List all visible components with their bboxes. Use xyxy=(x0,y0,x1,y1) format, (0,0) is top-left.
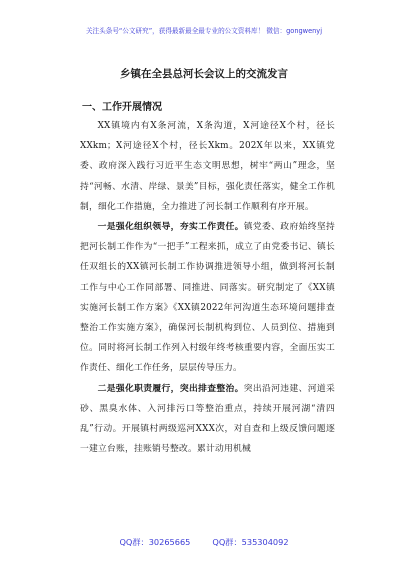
paragraph-text: 突出沿河违建、河道采砂、黑臭水体、入河排污口等整治重点，持续开展河湖“清四乱”行动。开展镇村两级巡河XXX次，对自查和上级反馈问题逐一建立台账，挂账销号整改。累计动用机械 xyxy=(80,383,335,455)
promo-link[interactable]: 关注头条号“公文研究”，获得最新最全最专业的公文资料库！ 微信：gongwenyj xyxy=(85,27,323,35)
section-heading: 一、工作开展情况 xyxy=(82,102,162,113)
paragraph-lead: 二是强化职责履行，突出排查整治。 xyxy=(97,383,244,394)
qq-group-2: QQ群：535304092 xyxy=(212,537,289,547)
document-title: 乡镇在全县总河长会议上的交流发言 xyxy=(120,68,288,80)
footer xyxy=(0,537,408,548)
paragraph: XX镇境内有X条河流，X条沟道，X河途径X个村，径长XXkm；X河途径X个村，径长Xkm。202X年以来，XX镇党委、政府深入践行习近平生态文明思想，树牢“两山”理念，坚持“河畅、水清、岸绿、景美”目标，强化责任落实，健全工作机制，细化工作措施，全力推进了河长制工作顺利有序开展。 xyxy=(80,121,335,212)
paragraph-lead: 一是强化组织领导，夯实工作责任。 xyxy=(97,222,244,233)
paragraph xyxy=(80,217,335,379)
qq-group-1: QQ群：30265665 xyxy=(119,537,191,547)
document-body xyxy=(80,116,335,459)
paragraph xyxy=(80,379,335,460)
paragraph-text: 镇党委、政府始终坚持把河长制工作作为“一把手”工程来抓，成立了由党委书记、镇长任双组长的XX镇河长制工作协调推进领导小组，做到将河长制工作与中心工作同部署、同推进、同落实。研究制定了《XX镇实施河长制工作方案》《XX镇2022年河沟道生态环境问题排查整治工作实施方案》，确保河长制机构到位、人员到位、措施到位。同时将河长制工作列入村级年终考核重要内容，全面压实工作责任、细化工作任务，层层传导压力。 xyxy=(80,222,335,374)
